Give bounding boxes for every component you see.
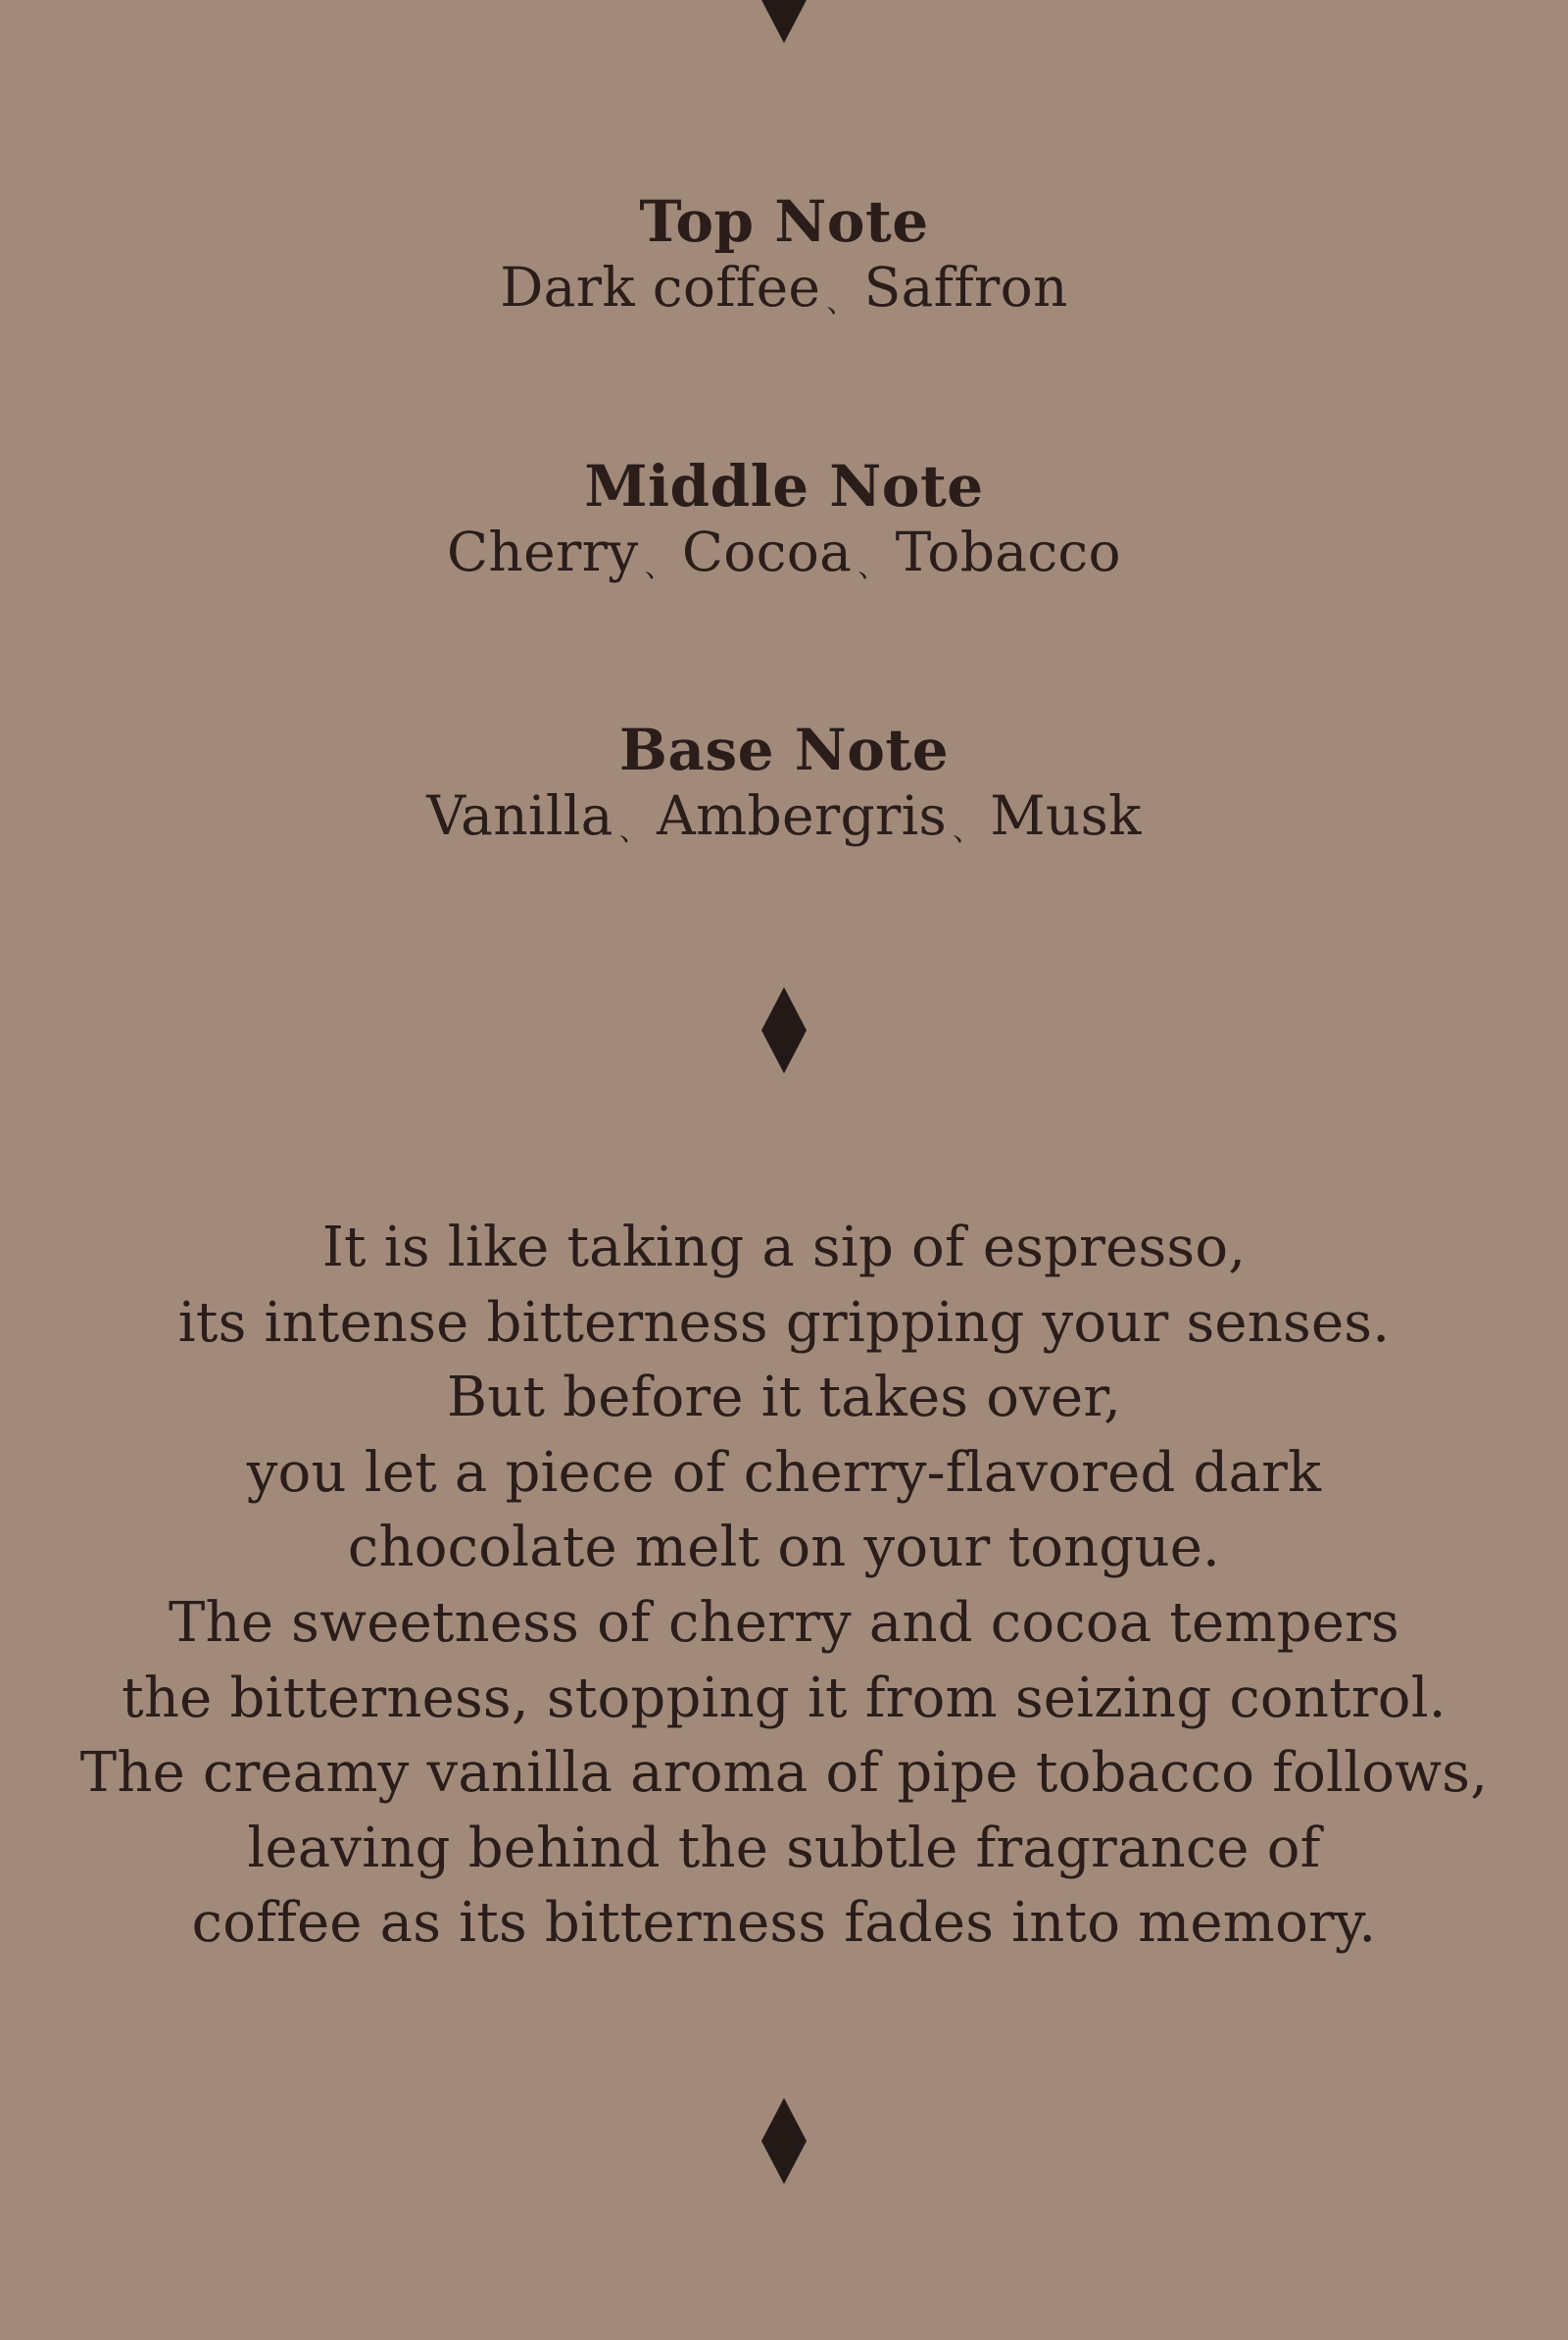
description-line: The creamy vanilla aroma of pipe tobacco follows, xyxy=(79,1741,1489,1806)
description-line: you let a piece of cherry-flavored dark xyxy=(246,1440,1322,1505)
separator: 、 xyxy=(858,550,888,584)
note-item: Vanilla xyxy=(426,784,613,847)
description-line: The sweetness of cherry and cocoa tempers xyxy=(169,1590,1399,1655)
base-note-section xyxy=(0,717,1568,858)
diamond-ornament-icon xyxy=(761,987,807,1073)
separator: 、 xyxy=(826,285,857,320)
note-title: Middle Note xyxy=(584,453,984,520)
middle-note-section xyxy=(0,453,1568,594)
separator: 、 xyxy=(952,814,983,848)
note-items xyxy=(0,520,1568,594)
separator: 、 xyxy=(644,550,674,584)
description-line: coffee as its bitterness fades into memory. xyxy=(191,1891,1377,1956)
description-line: It is like taking a sip of espresso, xyxy=(321,1216,1247,1279)
fragrance-description xyxy=(0,1211,1568,1962)
description-line: chocolate melt on your tongue. xyxy=(347,1516,1221,1580)
description-line: leaving behind the subtle fragrance of xyxy=(247,1816,1321,1880)
note-item: Saffron xyxy=(863,256,1068,319)
diamond-ornament-icon xyxy=(760,0,808,43)
note-item: Cherry xyxy=(447,521,639,583)
note-title: Base Note xyxy=(618,717,950,783)
diamond-ornament-icon xyxy=(761,2098,807,2184)
note-item: Cocoa xyxy=(681,521,853,583)
top-note-section xyxy=(0,188,1568,329)
note-item: Tobacco xyxy=(895,521,1121,583)
note-item: Dark coffee xyxy=(500,256,821,319)
separator: 、 xyxy=(618,814,650,848)
note-title: Top Note xyxy=(639,188,929,255)
description-line: its intense bitterness gripping your senses. xyxy=(177,1290,1391,1355)
description-line: the bitterness, stopping it from seizing control. xyxy=(122,1666,1446,1730)
description-line: But before it takes over, xyxy=(446,1366,1122,1430)
note-item: Ambergris xyxy=(657,784,947,847)
note-items xyxy=(0,255,1568,329)
note-items xyxy=(0,783,1568,858)
note-item: Musk xyxy=(990,784,1142,847)
